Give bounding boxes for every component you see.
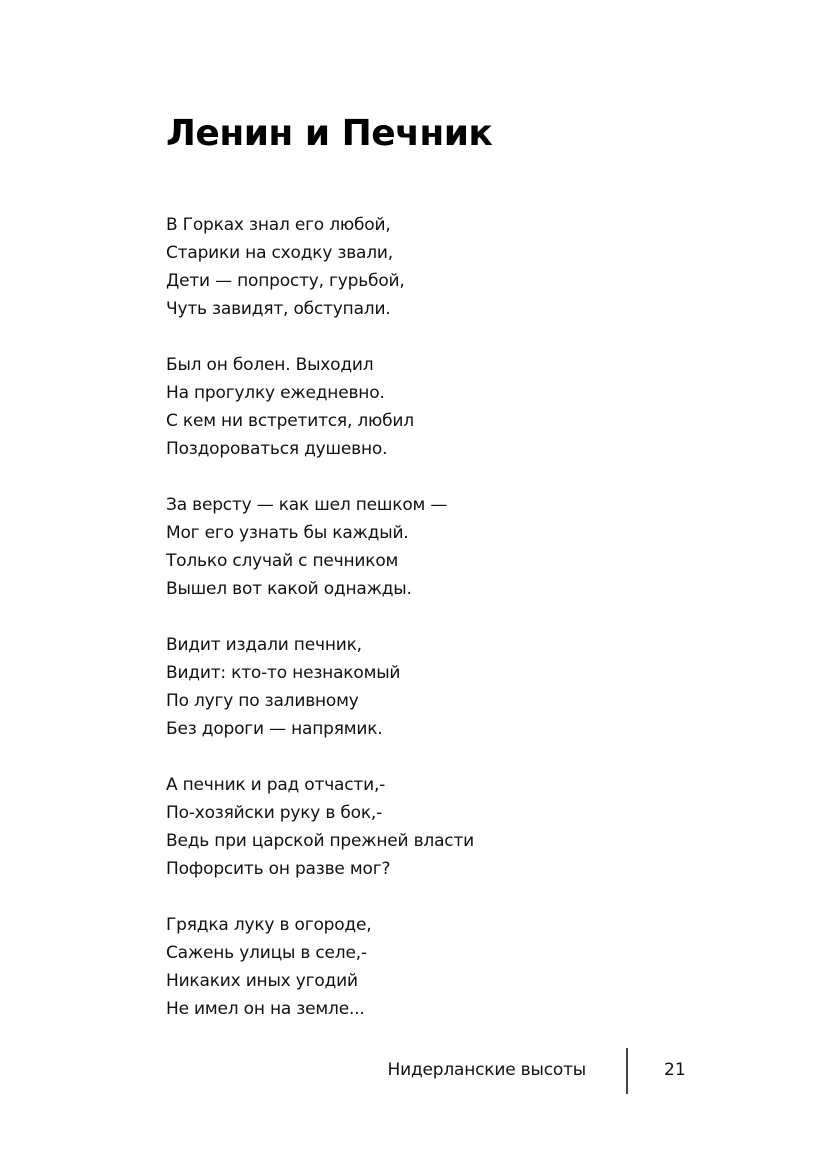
poem-line: На прогулку ежедневно.: [166, 383, 385, 403]
poem-line: Без дороги — напрямик.: [166, 719, 383, 739]
poem-line: Мог его узнать бы каждый.: [166, 523, 409, 543]
poem-line: Ведь при царской прежней власти: [166, 831, 475, 851]
stanza-3: [166, 491, 666, 603]
poem-title: Ленин и Печник: [166, 113, 493, 154]
poem-line: А печник и рад отчасти,-: [166, 775, 386, 795]
stanza-5: [166, 771, 666, 883]
poem-line: С кем ни встретится, любил: [166, 411, 414, 431]
poem-line: По-хозяйски руку в бок,-: [166, 803, 383, 823]
poem-line: Только случай с печником: [166, 551, 399, 571]
page-number: 21: [664, 1060, 686, 1080]
page-footer: [0, 1048, 823, 1094]
poem-line: Чуть завидят, обступали.: [166, 299, 391, 319]
poem-line: Дети — попросту, гурьбой,: [166, 271, 405, 291]
poem-line: За версту — как шел пешком —: [166, 495, 448, 515]
footer-divider: [626, 1048, 628, 1094]
poem-line: Вышел вот какой однажды.: [166, 579, 412, 599]
stanza-4: [166, 631, 666, 743]
poem-line: Грядка луку в огороде,: [166, 915, 372, 935]
poem-line: Видит издали печник,: [166, 635, 362, 655]
poem-line: Был он болен. Выходил: [166, 355, 374, 375]
poem-line: Старики на сходку звали,: [166, 243, 393, 263]
poem-line: Не имел он на земле...: [166, 999, 365, 1019]
stanza-6: [166, 911, 666, 1023]
running-title: Нидерланские высоты: [387, 1060, 586, 1080]
stanza-2: [166, 351, 666, 463]
stanza-1: [166, 211, 666, 323]
poem-line: В Горках знал его любой,: [166, 215, 391, 235]
poem-body: [166, 211, 666, 1051]
poem-line: Сажень улицы в селе,-: [166, 943, 367, 963]
poem-line: По лугу по заливному: [166, 691, 359, 711]
poem-line: Пофорсить он разве мог?: [166, 859, 391, 879]
poem-line: Никаких иных угодий: [166, 971, 358, 991]
poem-line: Видит: кто-то незнакомый: [166, 663, 401, 683]
poem-line: Поздороваться душевно.: [166, 439, 388, 459]
